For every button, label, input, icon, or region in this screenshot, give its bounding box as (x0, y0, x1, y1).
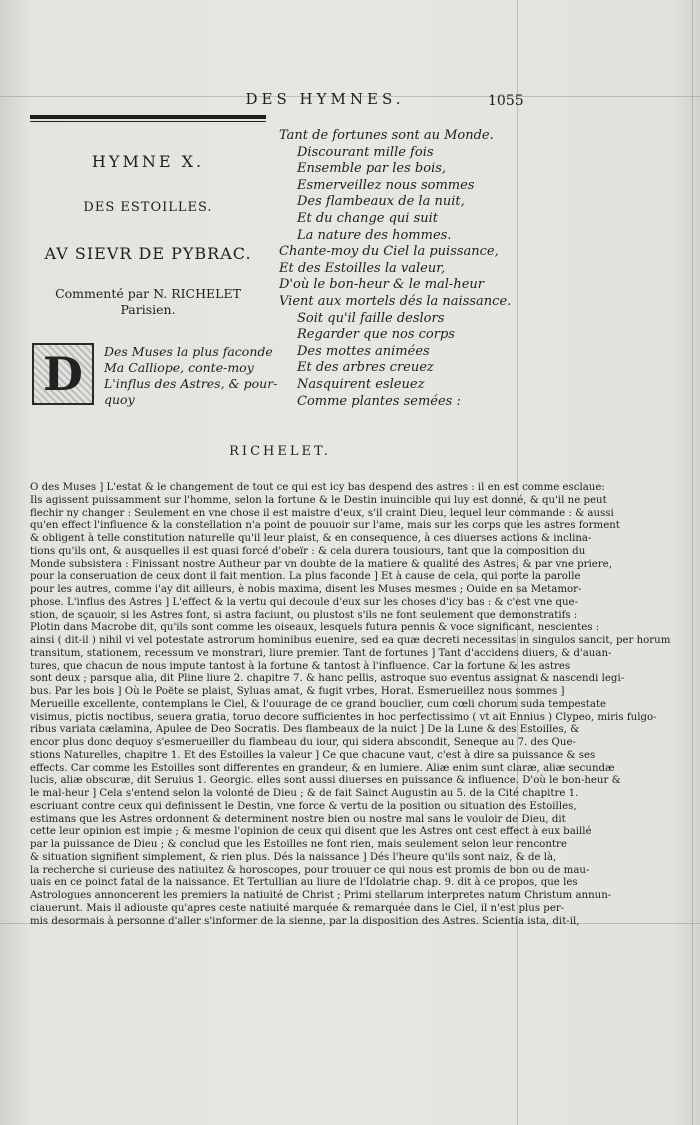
verse-line: Et des arbres creuez (297, 360, 434, 376)
commentary-line: ribus variata cælamina, Apulee de Deo Socratis. Des flambeaux de la nuict ] De la Lune & des Estoilles, & (30, 724, 580, 736)
verse-line: Et du change qui suit (297, 210, 439, 226)
verse-line: Regarder que nos corps (297, 327, 455, 343)
commentary-line: qu'en effect l'influence & la constellation n'a point de pouuoir sur l'ame, mais sur les corps que les astres forment (30, 520, 620, 532)
title-rule-thin (30, 121, 266, 122)
commentary-line: le mal-heur ] Cela s'entend selon la volonté de Dieu ; & de fait Sainct Augustin au 5. de la Cité chapitre 1. (30, 788, 579, 799)
initial-letter: D (43, 347, 83, 401)
dedication: AV SIEVR DE PYBRAC. (44, 244, 252, 263)
commentary-text (30, 482, 671, 928)
commentary-line: ainsi ( dit-il ) nihil vi vel potestate astrorum hominibus euenire, sed ea quæ decreti necessitas in singulos sancit, per horum (30, 635, 671, 646)
commentator-credit (30, 286, 266, 318)
opening-line: Des Muses la plus faconde (104, 344, 273, 359)
commentary-line: mis desormais à personne d'aller s'informer de la sienne, par la disposition des Astres. Scientia ista, dit-il, (30, 915, 580, 927)
verse-line: La nature des hommes. (297, 227, 452, 243)
commentary-line: tions qu'ils ont, & ausquelles il est quasi forcé d'obeïr : & cela durera tousiours, tant que la composition du (30, 545, 586, 557)
commentary-line: escriuant contre ceux qui definissent le Destin, vne force & vertu de la position ou situation des Estoilles, (30, 800, 577, 812)
commentary-line: la recherche si curieuse des natiuitez & horoscopes, pour trouuer ce qui nous est promis de bon ou de mau- (30, 864, 590, 876)
commentary-line: tures, que chacun de nous impute tantost à la fortune & tantost à l'influence. Car la fortune & les astres (30, 660, 571, 672)
commentary-line: O des Muses ] L'estat & le changement de tout ce qui est icy bas despend des astres : il en est comme esclaue: (30, 482, 605, 493)
verse-column (279, 128, 519, 410)
verse-line: Ensemble par les bois, (297, 161, 447, 177)
hymn-subtitle: DES ESTOILLES. (83, 200, 213, 215)
commentator-line-2: Parisien. (120, 302, 176, 317)
commentary-line: estimans que les Astres ordonnent & determinent nostre bien ou nostre mal sans le vouloir de Dieu, dit (30, 813, 566, 825)
verse-line: Comme plantes semées : (297, 393, 461, 409)
commentator-line-1: Commenté par N. RICHELET (55, 286, 241, 301)
opening-stanza (104, 344, 278, 408)
commentary-line: Astrologues annoncerent les premiers la natiuité de Christ ; Primi stellarum interpretes natum Christum annun- (30, 890, 612, 901)
verse-line: D'où le bon-heur & le mal-heur (279, 277, 484, 293)
verse-line: Chante-moy du Ciel la puissance, (279, 244, 499, 260)
commentary-line: stion, de sçauoir, si les Astres font, si astra faciunt, ou plustost s'ils ne font seulement que demonstratifs : (30, 609, 578, 621)
verse-line: Esmerveillez nous sommes (297, 177, 475, 193)
commentary-line: encor plus donc dequoy s'esmerueiller du flambeau du iour, qui sidera abscondit, Seneque au 7. des Que- (30, 737, 576, 748)
commentary-heading: RICHELET. (229, 444, 331, 459)
opening-line: Ma Calliope, conte-moy (104, 360, 254, 375)
opening-line: quoy (104, 392, 135, 407)
commentary-line: pour la conseruation de ceux dont il fait mention. La plus faconde ] Et à cause de cela, qui porte la parolle (30, 571, 581, 583)
commentary-line: ciauerunt. Mais il adiouste qu'apres ceste natiuité marquée & remarquée dans le Ciel, il n'est plus per- (30, 902, 565, 914)
verse-line: Vient aux mortels dés la naissance. (279, 293, 512, 309)
verse-line: Discourant mille fois (297, 144, 434, 160)
commentary-line: effects. Car comme les Estoilles sont differentes en grandeur, & en lumiere. Aliæ enim sunt claræ, aliæ secundæ (30, 762, 615, 774)
commentary-line: Plotin dans Macrobe dit, qu'ils sont comme les oiseaux, lesquels futura pennis & voce significant, nescientes : (30, 622, 600, 634)
commentary-line: & situation signifient simplement, & rien plus. Dés la naissance ] Dés l'heure qu'ils sont naiz, & de là, (30, 851, 557, 863)
commentary-line: cette leur opinion est impie ; & mesme l'opinion de ceux qui disent que les Astres ont cest effect à eux baillé (30, 826, 592, 838)
hymn-title: HYMNE X. (91, 152, 205, 171)
commentary-line: par la puissance de Dieu ; & conclud que les Estoilles ne font rien, mais seulement selon leur rencontre (30, 839, 567, 850)
commentary-line: lucis, aliæ obscuræ, dit Seruius 1. Georgic. elles sont aussi diuerses en puissance & influence. D'où le bon-heur & (30, 775, 621, 787)
verse-line: Des flambeaux de la nuit, (297, 194, 465, 210)
commentary-line: stions Naturelles, chapitre 1. Et des Estoilles la valeur ] Ce que chacune vaut, c'est à dire sa puissance & ses (30, 749, 596, 761)
decorated-initial (32, 343, 94, 405)
commentary-line: pour les autres, comme i'ay dit ailleurs, è nobis maxima, disent les Muses mesmes ; Ouide en sa Metamor- (30, 584, 582, 595)
commentary-line: uais en ce poinct fatal de la naissance. Et Tertullian au liure de l'Idolatrie chap. 9. dit à ce propos, que les (30, 877, 578, 889)
commentary-line: Merueille excellente, contemplans le Ciel, & l'ouurage de ce grand bouclier, cum cœli chorum suda tempestate (30, 698, 607, 710)
verse-line: Soit qu'il faille deslors (297, 310, 445, 326)
commentary-line: transitum, stationem, recessum ve monstrari, liure premier. Tant de fortunes ] Tant d'accidens diuers, & d'auan- (30, 647, 612, 659)
page-number: 1055 (488, 93, 524, 109)
commentary-line: bus. Par les bois ] Où le Poëte se plaist, Syluas amat, & fugit vrbes, Horat. Esmerueillez nous sommes ] (30, 686, 565, 697)
commentary-line: & obligent à telle constitution naturelle qu'il leur plaist, & en consequence, à ces diuerses actions & inclina- (30, 533, 592, 544)
commentary-line: visimus, pictis noctibus, seuera gratia, toruo decore sufficientes in hoc perfectissimo ( vt ait Ennius ) Clypeo, miris fulgo- (30, 711, 657, 723)
verse-line: Et des Estoilles la valeur, (279, 260, 446, 276)
commentary-line: phose. L'influs des Astres ] L'effect & la vertu qui decoule d'eux sur les choses d'icy bas : & c'est vne que- (30, 596, 579, 608)
running-title: DES HYMNES. (245, 90, 405, 108)
commentary-line: sont deux ; parsque alia, dit Pline liure 2. chapitre 7. & hanc pellis, astroque suo eventus assignat & nascendi legi- (30, 673, 625, 685)
verse-line: Des mottes animées (297, 343, 430, 359)
opening-line: L'influs des Astres, & pour- (104, 376, 278, 391)
verse-line: Nasquirent esleuez (297, 376, 425, 392)
commentary-line: Monde subsistera : Finissant nostre Autheur par vn doubte de la matiere & qualité des Astres, & par vne priere, (30, 558, 612, 570)
right-edge-line (692, 0, 693, 1125)
commentary-line: flechir ny changer : Seulement en vne chose il est maistre d'eux, s'il craint Dieu, lequel leur commande : & aussi (30, 507, 614, 519)
verse-line: Tant de fortunes sont au Monde. (279, 128, 494, 143)
title-rule-thick (30, 115, 266, 119)
commentary-line: Ils agissent puissamment sur l'homme, selon la fortune & le Destin inuincible qui luy est donné, & qu'il ne peut (30, 494, 607, 506)
